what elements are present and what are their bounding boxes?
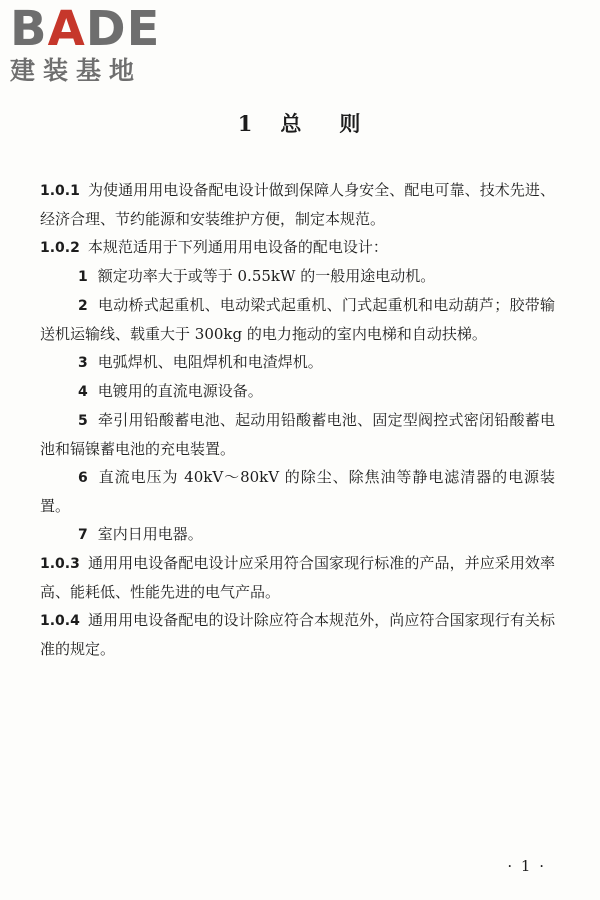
- list-item-1: [40, 262, 555, 291]
- list-item-6: [40, 463, 555, 520]
- chapter-word-1: 总: [280, 111, 304, 136]
- clause-text: 本规范适用于下列通用用电设备的配电设计：: [87, 238, 388, 256]
- item-text: 额定功率大于或等于 0.55kW 的一般用途电动机。: [97, 267, 436, 285]
- item-number: 4: [78, 384, 88, 400]
- list-item-5: [40, 406, 555, 463]
- bade-logo: [10, 1, 175, 88]
- item-text: 电动桥式起重机、电动梁式起重机、门式起重机和电动葫芦；胶带输送机运输线、载重大于 300kg 的电力拖动的室内电梯和自动扶梯。: [40, 296, 555, 343]
- item-number: 6: [78, 470, 88, 486]
- logo-mark: BADE: [10, 1, 161, 57]
- item-number: 3: [78, 355, 88, 371]
- list-item-2: [40, 291, 555, 348]
- page-number: · 1 ·: [507, 857, 546, 875]
- item-text: 直流电压为 40kV～80kV 的除尘、除焦油等静电滤清器的电源装置。: [40, 468, 555, 515]
- clause-number: 1.0.4: [40, 613, 80, 629]
- clause-text: 为使通用用电设备配电设计做到保障人身安全、配电可靠、技术先进、经济合理、节约能源和安装维护方便，制定本规范。: [40, 181, 555, 228]
- clause-1-0-1: [40, 176, 555, 233]
- item-number: 7: [78, 527, 88, 543]
- clause-1-0-2: [40, 233, 555, 262]
- item-text: 电弧焊机、电阻焊机和电渣焊机。: [97, 353, 323, 371]
- clause-1-0-4: [40, 606, 555, 663]
- item-number: 5: [78, 413, 88, 429]
- item-text: 电镀用的直流电源设备。: [97, 382, 263, 400]
- logo-subtitle: 建装基地: [10, 56, 143, 85]
- item-text: 牵引用铅酸蓄电池、起动用铅酸蓄电池、固定型阀控式密闭铅酸蓄电池和镉镍蓄电池的充电装置。: [40, 411, 555, 458]
- item-number: 2: [78, 298, 88, 314]
- clause-1-0-3: [40, 549, 555, 606]
- clause-number: 1.0.3: [40, 556, 80, 572]
- clause-number: 1.0.2: [40, 240, 80, 256]
- clause-text: 通用用电设备配电的设计除应符合本规范外，尚应符合国家现行有关标准的规定。: [40, 611, 555, 658]
- clause-text: 通用用电设备配电设计应采用符合国家现行标准的产品，并应采用效率高、能耗低、性能先进的电气产品。: [40, 554, 555, 601]
- item-number: 1: [78, 269, 88, 285]
- document-body: [40, 176, 555, 663]
- list-item-4: [40, 377, 555, 406]
- clause-number: 1.0.1: [40, 183, 80, 199]
- list-item-7: [40, 520, 555, 549]
- chapter-word-2: 则: [339, 111, 363, 136]
- chapter-number: 1: [237, 111, 255, 136]
- list-item-3: [40, 348, 555, 377]
- chapter-title: [0, 108, 600, 138]
- item-text: 室内日用电器。: [97, 525, 203, 543]
